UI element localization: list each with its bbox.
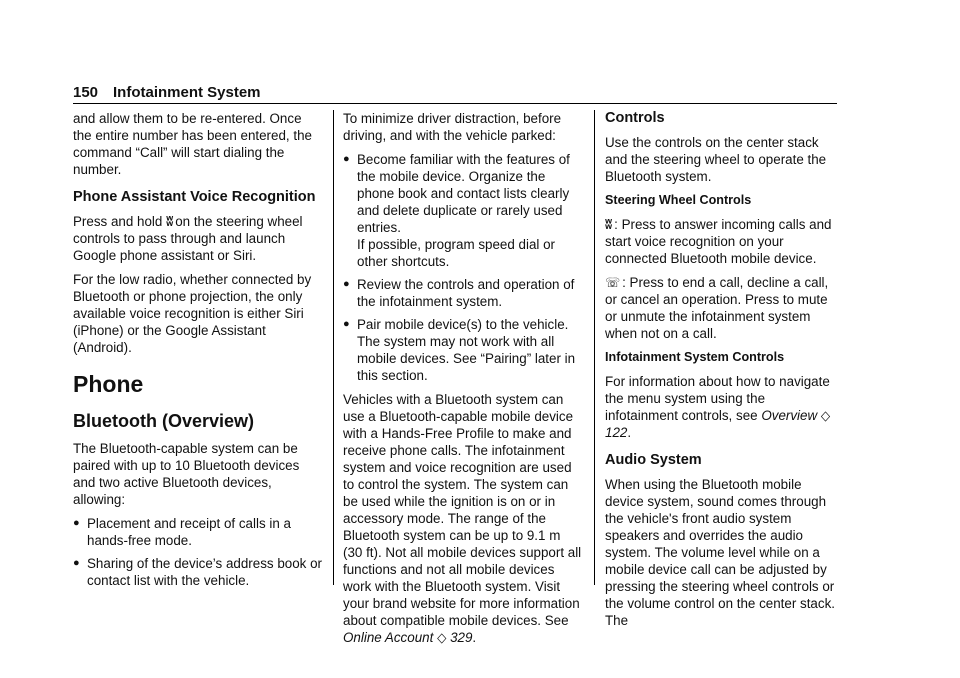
bullet-icon: ● <box>343 318 350 330</box>
paragraph: ☏ : Press to end a call, decline a call, or cancel an operation. Press to mute or unmute the infotainment system when not on a call. <box>605 275 829 341</box>
page-number: 150 <box>73 84 99 101</box>
bullet-icon: ● <box>73 517 80 529</box>
link-overview[interactable]: Overview <box>761 408 818 423</box>
list-item: ● Become familiar with the features of the mobile device. Organize the phone book and contact lists clearly and delete duplicate or rarely used entries. If possible, program speed dial or other shortcuts. <box>343 152 570 269</box>
column-1 <box>73 110 323 596</box>
column-3 <box>605 110 840 636</box>
bullet-icon: ● <box>73 557 80 569</box>
paragraph: To minimize driver distraction, before driving, and with the vehicle parked: <box>343 111 562 143</box>
paragraph: For information about how to navigate the menu system using the infotainment controls, see Overview ◇ 122. <box>605 374 831 440</box>
bullet-list <box>73 515 323 589</box>
bullet-icon: ● <box>343 278 350 290</box>
paragraph: When using the Bluetooth mobile device system, sound comes through the vehicle's front audio system speakers and overrides the audio system. The volume level while on a mobile device call can be adjusted by pressing the steering wheel controls or the volume control on the center stack. The <box>605 477 835 628</box>
reference-arrow-icon: ◇ <box>820 408 831 423</box>
paragraph: Vehicles with a Bluetooth system can use a Bluetooth-capable mobile device with a Hands-Free Profile to make and receive phone calls. The infotainment system and voice recognition are used to control the system. The system can be used while the ignition is on or in accessory mode. The range of the Bluetooth system can be up to 9.1 m (30 ft). Not all mobile devices support all functions and not all mobile devices work with the Bluetooth system. Visit your brand website for more information about compatible mobile devices. See Online Account ◇ 329. <box>343 392 582 645</box>
page-reference[interactable]: 329 <box>450 630 473 645</box>
page-reference[interactable]: 122 <box>605 425 628 440</box>
list-item: ● Sharing of the device’s address book or contact list with the vehicle. <box>73 556 322 588</box>
header-rule <box>73 103 837 104</box>
paragraph: and allow them to be re-entered. Once the entire number has been entered, the command “Call” will start dialing the number. <box>73 111 312 177</box>
section-title: Infotainment System <box>113 84 261 101</box>
end-call-icon: ☏ <box>605 275 621 290</box>
bullet-icon: ● <box>343 153 350 165</box>
page-header <box>73 82 837 104</box>
column-divider <box>333 110 334 585</box>
paragraph: The Bluetooth-capable system can be paired with up to 10 Bluetooth devices and two active Bluetooth devices, allowing: <box>73 441 300 507</box>
heading-bluetooth-overview: Bluetooth (Overview) <box>73 411 255 431</box>
heading-audio-system: Audio System <box>605 452 702 468</box>
list-item: ● Placement and receipt of calls in a hands-free mode. <box>73 516 291 548</box>
link-online-account[interactable]: Online Account <box>343 630 434 645</box>
column-2 <box>343 110 583 653</box>
paragraph: Press and hold ʬ on the steering wheel controls to pass through and launch Google phone assistant or Siri. <box>73 214 303 263</box>
list-item: ● Review the controls and operation of the infotainment system. <box>343 277 575 309</box>
heading-voice-recognition: Phone Assistant Voice Recognition <box>73 189 316 205</box>
bullet-list <box>343 151 583 384</box>
subheading-steering-wheel-controls: Steering Wheel Controls <box>605 193 752 207</box>
heading-controls: Controls <box>605 110 665 126</box>
subheading-infotainment-controls: Infotainment System Controls <box>605 350 785 364</box>
column-divider <box>594 110 595 585</box>
reference-arrow-icon: ◇ <box>437 630 447 645</box>
voice-recognition-icon: ʬ <box>166 214 174 229</box>
paragraph: ʬ : Press to answer incoming calls and start voice recognition on your connected Bluetooth mobile device. <box>605 217 832 266</box>
voice-recognition-icon: ʬ <box>605 217 613 232</box>
paragraph: For the low radio, whether connected by Bluetooth or phone projection, the only available voice recognition is either Siri (iPhone) or the Google Assistant (Android). <box>73 272 312 355</box>
heading-phone: Phone <box>73 371 144 397</box>
paragraph: Use the controls on the center stack and the steering wheel to operate the Bluetooth system. <box>605 135 827 184</box>
list-item: ● Pair mobile device(s) to the vehicle. The system may not work with all mobile devices. See “Pairing” later in this section. <box>343 317 576 383</box>
